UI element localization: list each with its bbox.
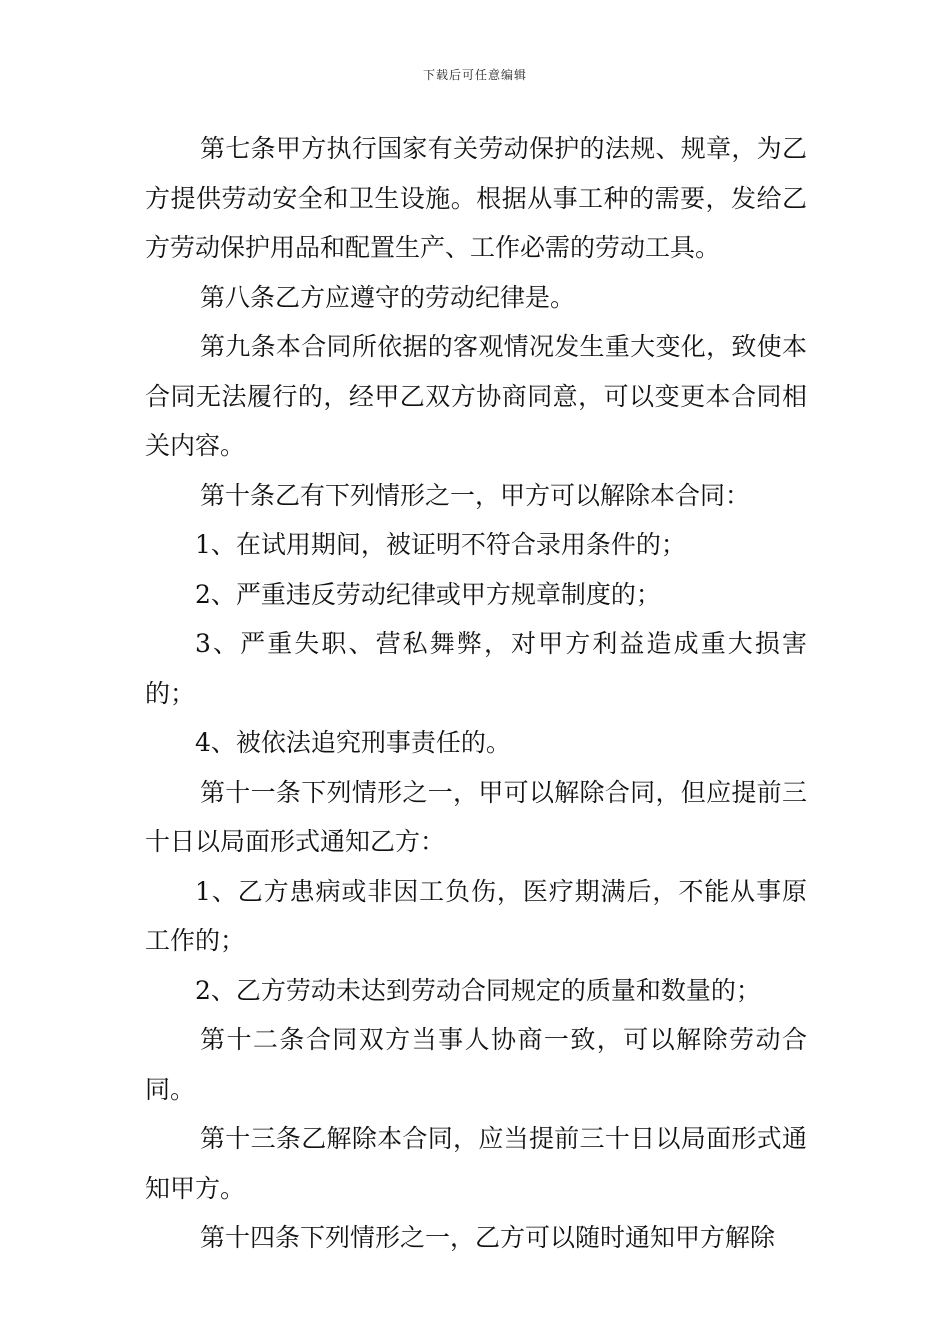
document-body — [145, 124, 807, 1263]
clause-8: 第八条乙方应遵守的劳动纪律是。 — [200, 282, 576, 312]
clause-11-item-1: 1、乙方患病或非因工负伤，医疗期满后，不能从事原工作的； — [145, 876, 807, 955]
clause-11: 第十一条下列情形之一，甲可以解除合同，但应提前三十日以局面形式通知乙方： — [145, 777, 807, 856]
clause-10-item-3: 3、严重失职、营私舞弊，对甲方利益造成重大损害的； — [145, 629, 807, 708]
clause-10: 第十条乙有下列情形之一，甲方可以解除本合同： — [200, 480, 751, 510]
clause-14: 第十四条下列情形之一，乙方可以随时通知甲方解除 — [200, 1223, 776, 1252]
clause-10-item-4: 4、被依法追究刑事责任的。 — [195, 728, 511, 757]
clause-13: 第十三条乙解除本合同，应当提前三十日以局面形式通知甲方。 — [145, 1124, 807, 1203]
clause-9: 第九条本合同所依据的客观情况发生重大变化，致使本合同无法履行的，经甲乙双方协商同意，可以变更本合同相关内容。 — [145, 332, 807, 460]
clause-10-item-2: 2、严重违反劳动纪律或甲方规章制度的； — [195, 579, 661, 609]
clause-12: 第十二条合同双方当事人协商一致，可以解除劳动合同。 — [145, 1025, 807, 1104]
clause-7: 第七条甲方执行国家有关劳动保护的法规、规章，为乙方提供劳动安全和卫生设施。根据从事工种的需要，发给乙方劳动保护用品和配置生产、工作必需的劳动工具。 — [145, 134, 807, 262]
clause-11-item-2: 2、乙方劳动未达到劳动合同规定的质量和数量的； — [195, 975, 761, 1005]
page-header: 下载后可任意编辑 — [422, 68, 527, 82]
clause-10-item-1: 1、在试用期间，被证明不符合录用条件的； — [195, 530, 686, 559]
